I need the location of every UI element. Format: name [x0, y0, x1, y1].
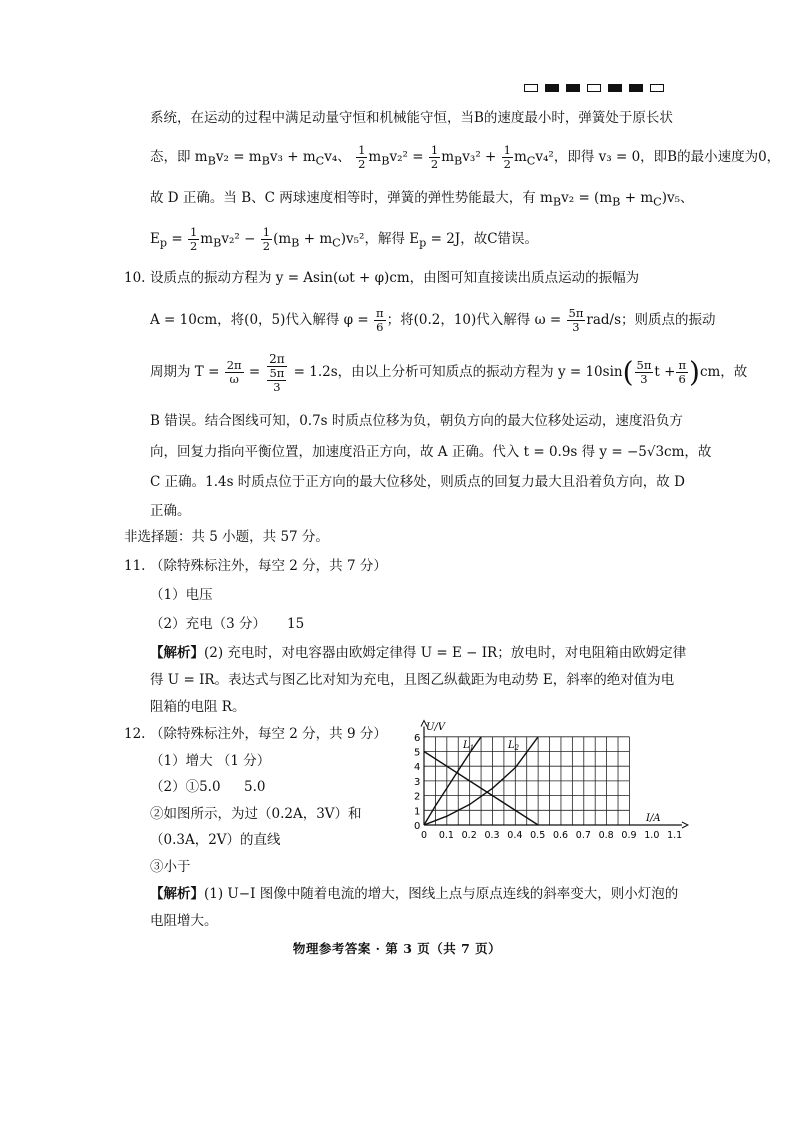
header-mark: [608, 84, 622, 92]
p10-line-3: 周期为 T = $\frac{2\pi}{\omega}$ = $\frac{2\pi}{\frac{5\pi}{3}}$ = 1.2s，由以上分析可知质点的振动方程为 y = 10sin( $\frac{5\pi}{3}$ t + $\frac{\pi}{6}$ )cm，故: [150, 351, 748, 394]
x-tick-label: 0.2: [461, 830, 477, 841]
p11-explanation-2: 得 U = IR。表达式与图乙比对知为充电，且图乙纵截距为电动势 E，斜率的绝对值为电: [150, 672, 675, 688]
p10-line-6: C 正确。1.4s 时质点位于正方向的最大位移处，则质点的回复力最大且沿着负方向，故 D: [150, 474, 685, 490]
header-mark: [524, 84, 538, 92]
p11-answer-2: （2）充电（3 分）: [150, 616, 266, 632]
phi-fraction: $\frac{\pi}{6}$: [376, 306, 384, 334]
ui-graph: [408, 720, 683, 842]
header-marks: [524, 84, 664, 92]
y-tick-label: 0: [414, 821, 421, 832]
p10-line-5: 向，回复力指向平衡位置，加速度沿正方向，故 A 正确。代入 t = 0.9s 得 y = −5√3cm，故: [150, 444, 712, 460]
p10-line-4: B 错误。结合图线可知，0.7s 时质点位移为负，朝负方向的最大位移处运动，速度沿负方: [150, 413, 683, 429]
y-tick-label: 5: [414, 747, 421, 759]
p9-line-3: 故 D 正确。当 B、C 两球速度相等时，弹簧的弹性势能最大，有 $m_Bv_2 = (m_B + m_C)v_5$、: [150, 190, 694, 209]
header-mark: [545, 84, 559, 92]
header-mark: [587, 84, 601, 92]
header-mark: [629, 84, 643, 92]
x-tick-label: 0.3: [484, 830, 500, 841]
header-mark: [650, 84, 664, 92]
half-fraction: $\frac{1}{2}$: [358, 143, 366, 171]
x-tick-label: 0: [421, 830, 428, 841]
y-tick-label: 2: [414, 791, 421, 803]
angular-fraction: $\frac{5\pi}{3}$: [636, 358, 652, 386]
p10-line-7: 正确。: [150, 503, 191, 519]
half-fraction: $\frac{1}{2}$: [262, 225, 271, 253]
p11-answer-1: （1）电压: [150, 587, 213, 603]
curve-L2-label: $L_2$: [508, 740, 520, 752]
p12-answer-4: （0.3A，2V）的直线: [150, 832, 281, 848]
p12-answer-1: （1）增大 （1 分）: [150, 753, 271, 769]
p9-line-4: $E_p$ = $\frac{1}{2}$ $m_Bv_2^2$ − $\frac{1}{2}$ $(m_B + m_C)v_5^2$，解得 $E_p = 2J$，故C错误。: [150, 225, 539, 253]
p11-explanation-1: 【解析】(2) 充电时，对电容器由欧姆定律得 U = E − IR；放电时，对电阻箱由欧姆定律: [150, 645, 687, 661]
p12-header: （除特殊标注外，每空 2 分，共 9 分）: [150, 726, 387, 742]
curve-L1-label: $L_1$: [463, 740, 475, 752]
half-fraction: $\frac{1}{2}$: [430, 143, 439, 171]
y-axis-label: U/V: [426, 722, 446, 733]
phase-fraction: $\frac{\pi}{6}$: [678, 358, 686, 386]
p9-line-2: 态，即 $m_Bv_2 = m_Bv_3 + m_Cv_4$、 $\frac{1}{2}$ $m_Bv_2^2$ = $\frac{1}{2}$ $m_Bv_3^2$ + $\frac{1}{2}$ $m_Cv_4^2$，即得 v₃ = 0，即B的最小速度为0，: [150, 143, 781, 171]
half-fraction: $\frac{1}{2}$: [503, 143, 511, 171]
page-footer: 物理参考答案 · 第 3 页（共 7 页）: [292, 941, 502, 956]
x-tick-label: 1.1: [667, 830, 683, 841]
p12-answer-2-value: 5.0: [244, 779, 266, 795]
p11-header: （除特殊标注外，每空 2 分，共 7 分）: [150, 558, 387, 574]
x-axis-label: I/A: [646, 813, 661, 824]
p12-explanation-2: 电阻增大。: [150, 913, 218, 929]
x-tick-label: 0.8: [598, 830, 614, 841]
y-tick-label: 3: [414, 776, 421, 788]
p10-line-1: 设质点的振动方程为 y = Asin(ωt + φ)cm，由图可知直接读出质点运动的振幅为: [150, 270, 640, 286]
period-fraction-1: $\frac{2\pi}{\omega}$: [226, 358, 242, 386]
p12-answer-2: （2）①5.0: [150, 779, 221, 795]
x-tick-label: 0.6: [552, 830, 569, 841]
omega-fraction: $\frac{5\pi}{3}$: [568, 306, 584, 334]
p10-number: 10.: [124, 270, 146, 286]
p12-number: 12.: [124, 726, 146, 742]
p10-line-2: A = 10cm，将(0，5)代入解得 φ = $\frac{\pi}{6}$ ；将(0.2，10)代入解得 ω = $\frac{5\pi}{3}$ rad/s；则质点的振动: [150, 306, 716, 334]
p11-explanation-3: 阻箱的电阻 R。: [150, 699, 246, 715]
y-tick-label: 1: [414, 806, 421, 818]
p11-number: 11.: [124, 558, 146, 574]
x-tick-label: 0.5: [530, 830, 546, 841]
x-tick-label: 0.4: [507, 830, 523, 841]
section-heading: 非选择题：共 5 小题，共 57 分。: [124, 529, 329, 545]
x-tick-label: 0.9: [621, 830, 637, 841]
header-mark: [566, 84, 580, 92]
x-axis-arrow: [682, 822, 688, 828]
p12-explanation-1: 【解析】(1) U−I 图像中随着电流的增大，图线上点与原点连线的斜率变大，则小灯泡的: [150, 886, 679, 902]
half-fraction: $\frac{1}{2}$: [189, 225, 198, 253]
period-fraction-2: $\frac{2\pi}{\frac{5\pi}{3}}$: [269, 351, 285, 394]
y-tick-label: 6: [414, 732, 421, 744]
p12-answer-3: ②如图所示，为过（0.2A，3V）和: [150, 806, 362, 822]
p12-answer-5: ③小于: [150, 859, 191, 875]
x-tick-label: 1.0: [644, 830, 660, 841]
x-tick-label: 0.1: [438, 830, 454, 841]
p9-line-1: 系统，在运动的过程中满足动量守恒和机械能守恒，当B的速度最小时，弹簧处于原长状: [150, 110, 673, 126]
x-tick-label: 0.7: [575, 830, 591, 841]
y-tick-label: 4: [414, 762, 421, 774]
p11-answer-2-value: 15: [287, 616, 305, 632]
